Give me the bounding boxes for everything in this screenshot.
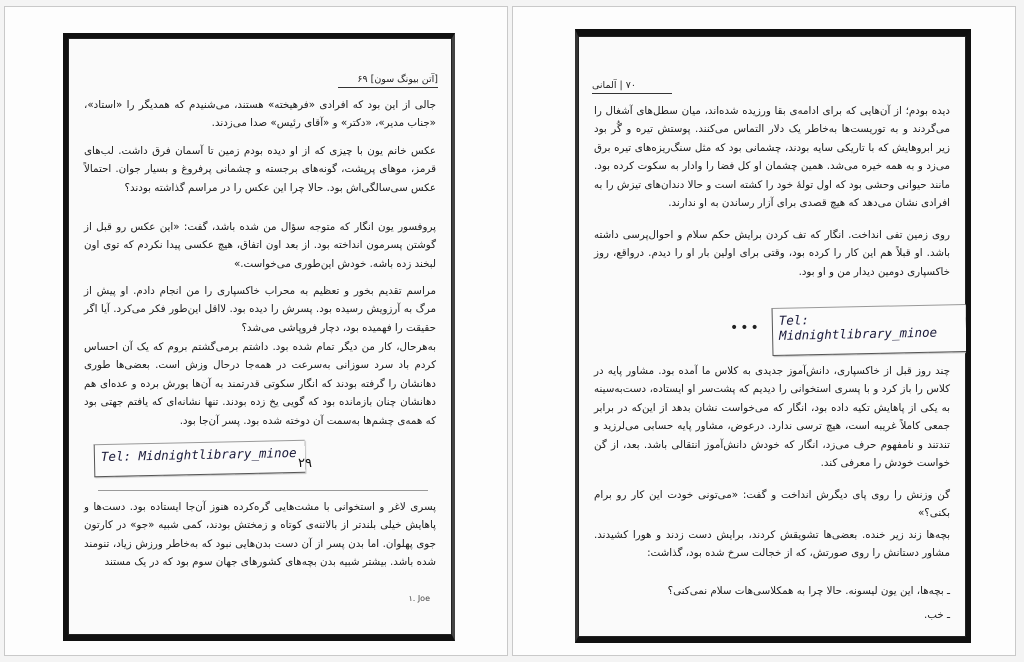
- right-lower-paragraph-2: گن وزنش را روی پای دیگرش انداخت و گفت: «می‌تونی خودت این کار رو برام بکنی؟»: [594, 489, 950, 520]
- left-paragraph-1: جالی از این بود که افرادی «فرهیخته» هستند، می‌شنیدم که همدیگر را «استاد»، «جناب مدیر»، «دکتر» و «آقای رئیس» صدا می‌زدند.: [84, 99, 436, 130]
- left-page[interactable]: [4, 6, 508, 656]
- left-paragraph-5: به‌هرحال، کار من دیگر تمام شده بود. داشتم برمی‌گشتم بروم که یک آن احساس کردم باد سرد سوزانی به‌سرعت در همه‌جا درحال وزش است. بعضی‌ها طوری دهانشان را گرفته بودند که انگار سکوتی قدرتمند به آن‌ها یورش برده و عده‌ای هم دهانشان چنان بازمانده بود که گویی یخ زده بودند. تنها نشانه‌ای که یافتم جهتی بود که همه‌ی چشم‌ها به‌سمت آن دوخته شده بود. پسر آن‌جا بود.: [84, 341, 436, 427]
- right-paragraph-1: دیده بودم؛ از آن‌هایی که برای ادامه‌ی بقا ورزیده شده‌اند، میان سطل‌های آشغال را می‌گردند و به توریست‌ها به‌خاطر یک دلار التماس می‌کنند. پوستش تیره و گُر بود زیر ابروهایش که با تاریکی سایه بودند، چشمانی بود که مثل سنگ‌ریزه‌های تیره برق می‌زد و به همه خیره می‌شد. همین چشمان او کل فضا را وادار به سکوت کرده بود. مانند حیوانی وحشی بود که اول تولهٔ خود را کشته است و حالا دندان‌های تیزش را به افرادی نشان می‌دهد که هیچ قصدی برای آزار رساندن به او ندارند.: [594, 105, 950, 210]
- left-paragraph-4: مراسم تقدیم بخور و تعظیم به محراب خاکسپاری را من انجام دادم. او پیش از مرگ به آرزویش رسیده بود. پسرش را دیده بود. لااقل این‌طور فکر می‌کرد. آیا اگر حقیقت را فهمیده بود، دچار فروپاشی می‌شد؟: [84, 285, 436, 334]
- watermark-stamp: [94, 440, 305, 477]
- stamp-text-right: Tel: Midnightlibrary_minoe: [772, 304, 967, 356]
- left-page-header: [آتن بیونگ سون] ۶۹: [338, 74, 438, 88]
- page-number: ۲۹: [298, 456, 312, 471]
- left-page-scan: [63, 33, 455, 641]
- right-lower-paragraph-3: بچه‌ها زند زیر خنده. بعضی‌ها تشویقش کردند، برایش دست زدند و هورا کشیدند. مشاور دستانش را روی صورتش، که از خجالت سرخ شده بود، گذاشت:: [594, 529, 950, 560]
- left-lower-paragraph: پسری لاغر و استخوانی با مشت‌هایی گره‌کرده هنوز آن‌جا ایستاده بود. دست‌ها و پاهایش خیلی بلندتر از بالاتنه‌ی کوتاه و زمختش بودند، کمی شبیه «جو» در کارتون جوی پهلوان. اما بدن پسر از آن دست بدن‌هایی نبود که به‌خاطر ورزش زیاد، تنومند شده باشد. بیشتر شبیه بدن بچه‌های کشورهای جهان سوم بود که در یک مستند: [84, 501, 436, 569]
- right-page[interactable]: [512, 6, 1016, 656]
- stamp-text: Tel: Midnightlibrary_minoe: [94, 440, 305, 477]
- right-page-header: ۷۰ | آلمانی: [592, 80, 672, 94]
- watermark-stamp-right: [772, 304, 967, 356]
- left-paragraph-2: عکس خانم یون با چیزی که از او دیده بودم زمین تا آسمان فرق داشت. لب‌های قرمز، موهای پرپشت، گونه‌های برجسته و چشمانی پرفروغ و بسیار جوان. احتمالاً عکس سی‌سالگی‌اش بود. حالا چرا این عکس را در مراسم گذاشته بودند؟: [84, 145, 436, 194]
- right-paragraph-2: روی زمین تفی انداخت. انگار که تف کردن برایش حکم سلام و احوال‌پرسی داشته باشد. او قبلاً هم این کار را کرده بود، وقتی برای اولین بار او را دیدم. درواقع، روز خاکسپاری دومین دیدار من و او بود.: [594, 229, 950, 278]
- right-lower-paragraph-5: ـ خب.: [923, 609, 950, 621]
- footnote: ۱. Joe: [408, 594, 430, 603]
- left-paragraph-3: پروفسور یون انگار که متوجه سؤال من شده باشد، گفت: «این عکس رو قبل از گوشتن پسرمون انداخته بود. از بعد اون اتفاق، هیچ عکسی پیدا نکردم که توی اون لبخند زده باشه. خودش این‌طوری می‌خواست.»: [84, 221, 436, 270]
- right-lower-paragraph-4: ـ بچه‌ها، این یون لیسونه. حالا چرا به همکلاسی‌هات سلام نمی‌کنی؟: [667, 585, 950, 597]
- right-lower-paragraph-1: چند روز قبل از خاکسپاری، دانش‌آموز جدیدی به کلاس ما آمده بود. مشاور پایه در کلاس را باز کرد و با پسری استخوانی را دیدیم که پشت‌سر او ایستاده، دست‌به‌سینه به یکی از پاهایش تکیه داده بود، انگار که می‌خواست نشان بدهد از این‌که در برابر جمعی کاملاً غریبه است، هیچ ترسی ندارد. درعوض، مشاور پایه حسابی می‌لرزید و تندتند و نامفهوم حرف می‌زد، انگار که خودش دانش‌آموز انتقالی باشد. بعد، از گن خواست خودش را معرفی کند.: [594, 365, 950, 470]
- page-break-divider: [98, 490, 428, 491]
- right-page-scan: [575, 29, 971, 643]
- section-break: •••: [730, 320, 761, 336]
